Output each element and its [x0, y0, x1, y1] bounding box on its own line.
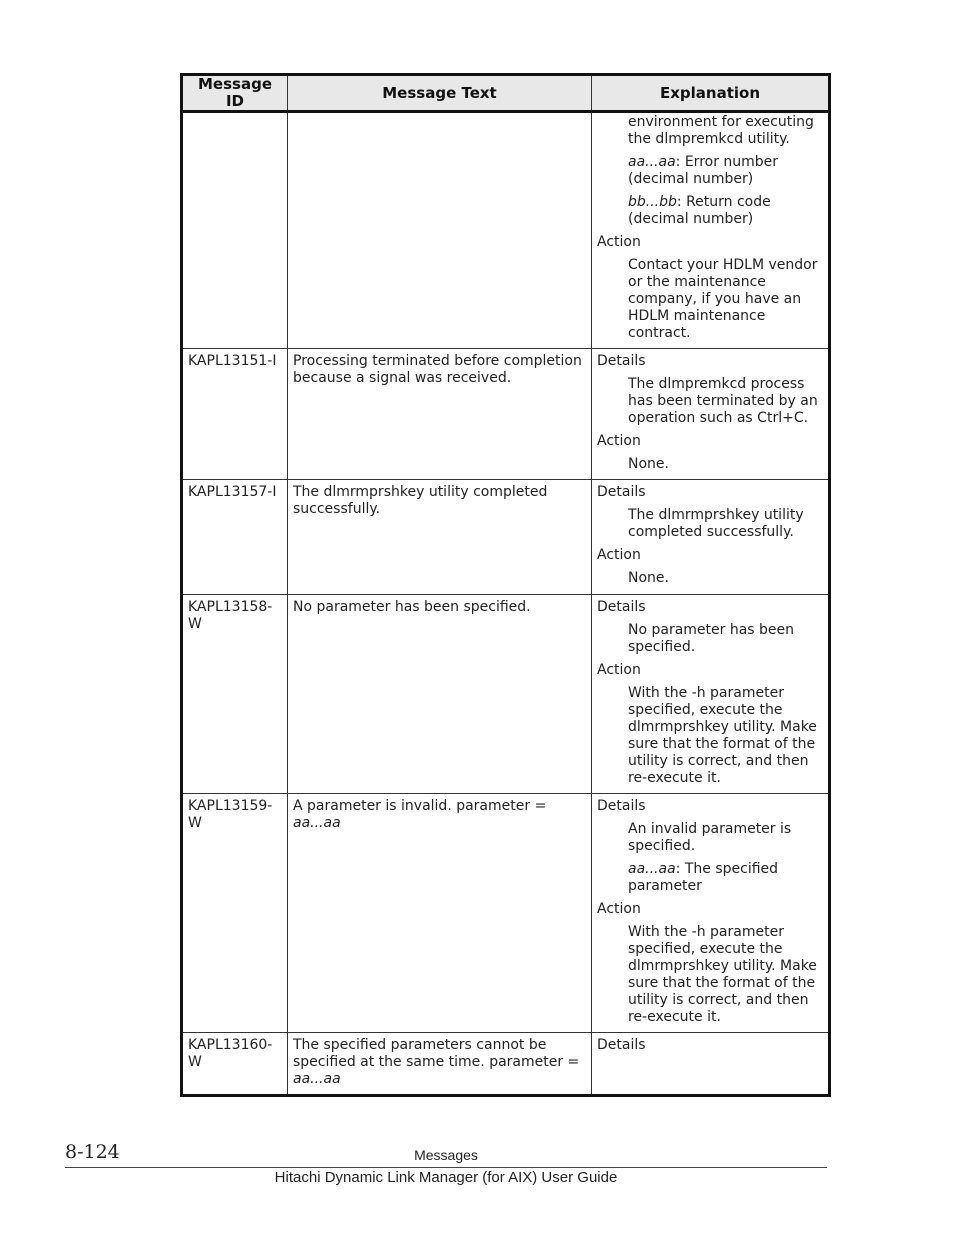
message-text: Processing terminated before completion because a signal was received. — [288, 349, 592, 480]
action-heading: Action — [597, 547, 641, 563]
action-heading: Action — [597, 433, 641, 449]
message-param: aa...aa — [293, 815, 341, 831]
header-message-id: Message ID — [182, 75, 288, 112]
details-text: No parameter has been specified. — [628, 622, 795, 655]
table-row — [182, 1033, 830, 1096]
action-heading: Action — [597, 901, 641, 917]
header-message-text: Message Text — [288, 75, 592, 112]
cell-id-empty — [182, 112, 288, 349]
message-text — [288, 794, 592, 1033]
details-heading: Details — [597, 353, 646, 369]
param-description: : The specified parameter — [628, 861, 779, 894]
message-text-body: The specified parameters cannot be specified at the same time. parameter = — [293, 1037, 580, 1070]
cell-text-empty — [288, 112, 592, 349]
message-id: KAPL13159-W — [182, 794, 288, 1033]
header-explanation: Explanation — [592, 75, 830, 112]
message-param: aa...aa — [293, 1071, 341, 1087]
table-row-continuation — [182, 112, 830, 349]
param-name: aa...aa — [628, 154, 676, 170]
cell-explanation — [592, 1033, 830, 1096]
explanation-param-line — [628, 861, 823, 895]
param-name: aa...aa — [628, 861, 676, 877]
explanation-param-line — [628, 194, 823, 228]
action-text: None. — [628, 456, 669, 472]
action-text: None. — [628, 570, 669, 586]
page-number: 8-124 — [65, 1141, 120, 1163]
action-heading: Action — [597, 234, 641, 250]
details-heading: Details — [597, 484, 646, 500]
details-text: An invalid parameter is specified. — [628, 821, 792, 854]
action-text: With the -h parameter specified, execute the dlmrmprshkey utility. Make sure that the format of the utility is correct, and then re-execute it. — [628, 924, 817, 1025]
cell-explanation — [592, 112, 830, 349]
footer-guide-title: Hitachi Dynamic Link Manager (for AIX) User Guide — [274, 1169, 618, 1186]
cell-explanation — [592, 349, 830, 480]
cell-explanation — [592, 794, 830, 1033]
message-id: KAPL13151-I — [182, 349, 288, 480]
footer-divider — [65, 1167, 827, 1168]
table-row — [182, 595, 830, 794]
action-text: Contact your HDLM vendor or the maintenance company, if you have an HDLM maintenance contract. — [628, 257, 818, 341]
param-description: : Error number (decimal number) — [628, 154, 779, 187]
message-id: KAPL13157-I — [182, 480, 288, 595]
message-id: KAPL13160-W — [182, 1033, 288, 1096]
messages-table — [180, 73, 831, 1097]
table-row — [182, 349, 830, 480]
param-name: bb...bb — [628, 194, 677, 210]
details-heading: Details — [597, 599, 646, 615]
cell-explanation — [592, 595, 830, 794]
footer-section-title: Messages — [414, 1147, 478, 1163]
explanation-text: environment for executing the dlmpremkcd utility. — [628, 114, 814, 147]
message-id: KAPL13158-W — [182, 595, 288, 794]
table-row — [182, 794, 830, 1033]
table-header-row — [182, 75, 830, 112]
message-text: No parameter has been specified. — [288, 595, 592, 794]
details-heading: Details — [597, 1037, 646, 1053]
action-heading: Action — [597, 662, 641, 678]
param-description: : Return code (decimal number) — [628, 194, 771, 227]
table-row — [182, 480, 830, 595]
message-text — [288, 1033, 592, 1096]
action-text: With the -h parameter specified, execute the dlmrmprshkey utility. Make sure that the format of the utility is correct, and then re-execute it. — [628, 685, 817, 786]
details-text: The dlmrmprshkey utility completed successfully. — [628, 507, 804, 540]
explanation-param-line — [628, 154, 823, 188]
details-heading: Details — [597, 798, 646, 814]
details-text: The dlmpremkcd process has been terminated by an operation such as Ctrl+C. — [628, 376, 818, 426]
cell-explanation — [592, 480, 830, 595]
message-text: The dlmrmprshkey utility completed successfully. — [288, 480, 592, 595]
message-text-body: A parameter is invalid. parameter = — [293, 798, 547, 814]
